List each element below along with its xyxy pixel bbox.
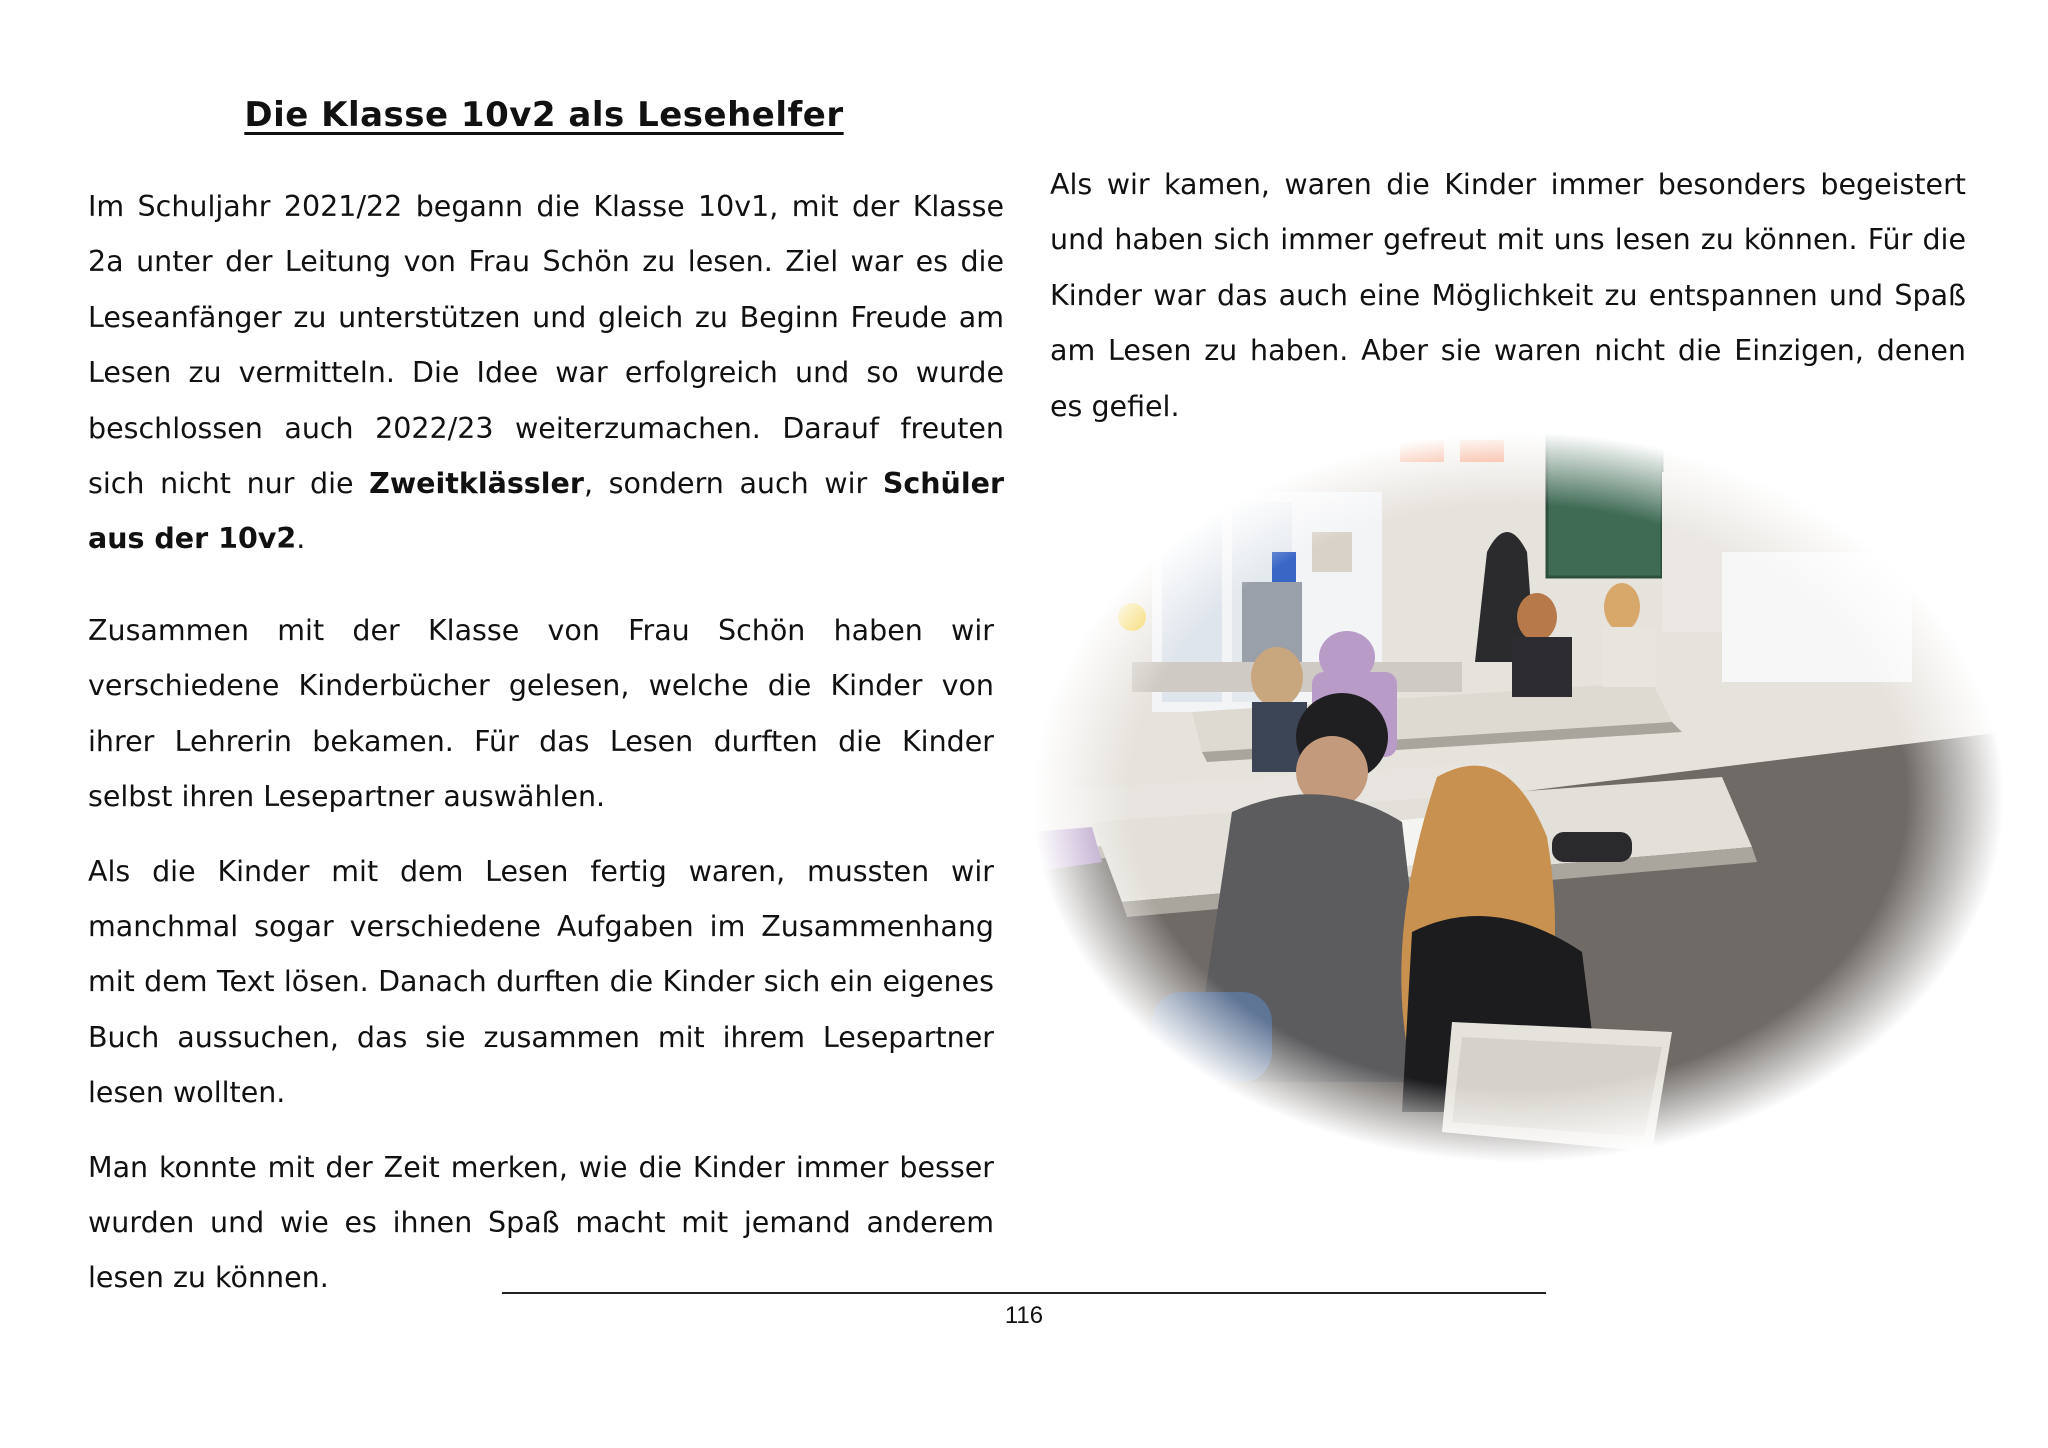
- article-title: Die Klasse 10v2 als Lesehelfer: [244, 95, 844, 135]
- intro-bold-schueler: Schüler aus der 10v2: [88, 467, 1004, 556]
- body-paragraph: Zusammen mit der Klasse von Frau Schön haben wir verschiedene Kinderbücher gelesen, welche die Kinder von ihrer Lehrerin bekamen. Für das Lesen durften die Kinder selbst ihren Lesepartner auswählen.: [88, 614, 994, 814]
- intro-text-middle: , sondern auch wir: [583, 467, 883, 501]
- intro-text-end: .: [296, 522, 306, 556]
- body-paragraph: Man konnte mit der Zeit merken, wie die Kinder immer besser wurden und wie es ihnen Spaß macht mit jemand anderem lesen zu können.: [88, 1150, 994, 1295]
- footer-rule: [502, 1292, 1546, 1294]
- intro-bold-zweitklaessler: Zweitklässler: [369, 467, 584, 501]
- body-paragraph: Als die Kinder mit dem Lesen fertig waren, mussten wir manchmal sogar verschiedene Aufgaben im Zusammenhang mit dem Text lösen. Danach durften die Kinder sich ein eigenes Buch aussuchen, das sie zusammen mit ihrem Lesepartner lesen wollten.: [88, 854, 994, 1110]
- page-number: 116: [1004, 1302, 1044, 1329]
- classroom-photo: [1032, 432, 2004, 1162]
- right-column: [1050, 157, 1966, 434]
- intro-text: Im Schuljahr 2021/22 begann die Klasse 10v1, mit der Klasse 2a unter der Leitung von Frau Schön zu lesen. Ziel war es die Leseanfänger zu unterstützen und gleich zu Beginn Freude am Lesen zu vermitteln. Die Idee war erfolgreich und so wurde beschlossen auch 2022/23 weiterzumachen. Darauf freuten sich nicht nur die: [88, 190, 1004, 501]
- intro-paragraph: [88, 179, 1004, 567]
- body-column: [88, 603, 994, 1306]
- right-paragraph: Als wir kamen, waren die Kinder immer besonders begeistert und haben sich immer gefreut mit uns lesen zu können. Für die Kinder war das auch eine Möglichkeit zu entspannen und Spaß am Lesen zu haben. Aber sie waren nicht die Einzigen, denen es gefiel.: [1050, 168, 1966, 423]
- intro-column: [88, 179, 1004, 567]
